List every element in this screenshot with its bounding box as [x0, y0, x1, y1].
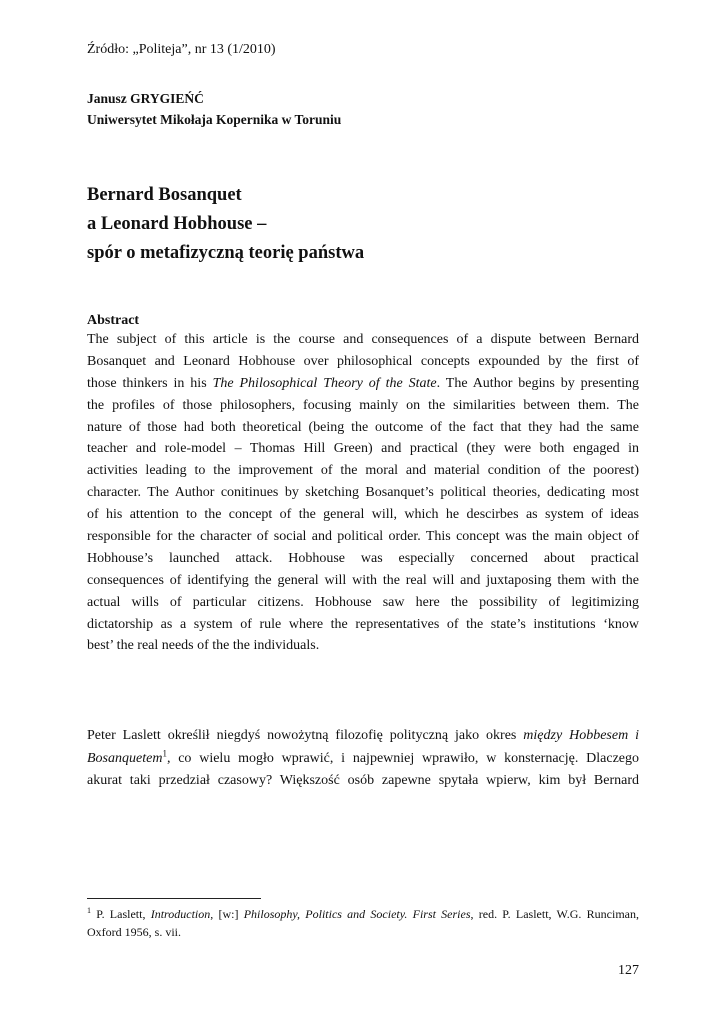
source-line: Źródło: „Politeja”, nr 13 (1/2010) [87, 42, 276, 57]
book-title: The Philosophical Theory of the State [212, 375, 437, 391]
abstract-line: actual wills of particular citizens. Hobhouse saw here the possibility of legitimizing [87, 594, 639, 610]
emphasis: Bosanquetem [87, 750, 163, 766]
abstract-line: activities leading to the improvement of the moral and material condition of the poorest) [87, 463, 639, 479]
abstract-line: responsible for the character of social and political order. This concept was the main object of [87, 529, 639, 545]
body-line: akurat taki przedział czasowy? Większość osób zapewne spytała wpierw, kim był Bernard [87, 773, 639, 788]
body-text-run: , co wielu mogło wprawić, i najpewniej wprawiło, w konsternację. Dlaczego [166, 750, 639, 766]
abstract-line: of his attention to the concept of the general will, which he descirbes as system of ideas [87, 507, 639, 523]
abstract-heading: Abstract [87, 313, 140, 328]
title-line: spór o metafizyczną teorię państwa [87, 243, 365, 263]
footnote-text-run: , [w:] [210, 907, 244, 921]
abstract-line: dictatorship as a system of rule where the representatives of the state’s institutions ‘know [87, 616, 639, 632]
abstract-line: Bosanquet and Leonard Hobhouse over philosophical concepts expounded by the first of [87, 353, 639, 369]
emphasis: między Hobbesem i [523, 728, 639, 743]
footnote-italic: Philosophy, Politics and Society. First Series [243, 907, 471, 921]
footnote-reference[interactable]: 1 [162, 747, 167, 758]
abstract-line: Hobhouse’s launched attack. Hobhouse was especially concerned about practical [87, 550, 639, 566]
abstract-line [87, 373, 639, 395]
footnote-marker: 1 [87, 906, 91, 915]
body-line [87, 748, 639, 771]
author-affiliation: Uniwersytet Mikołaja Kopernika w Toruniu [87, 112, 342, 127]
article-title [87, 181, 364, 268]
footnote-line: Oxford 1956, s. vii. [87, 925, 181, 939]
abstract-line: the profiles of those philosophers, focusing mainly on the similarities between them. The [87, 397, 639, 413]
abstract-line: character. The Author conitinues by sketching Bosanquet’s political theories, dedicating most [87, 485, 639, 501]
body-line [87, 725, 639, 748]
footnote-text-run: P. Laslett, [91, 907, 151, 921]
body-text-run: Peter Laslett określił niegdyś nowożytną filozofię polityczną jako okres [87, 728, 524, 743]
abstract-text [87, 329, 639, 657]
abstract-line: consequences of identifying the general will with the real will and juxtaposing them with the [87, 572, 639, 588]
footnote [87, 905, 639, 941]
author-name: Janusz GRYGIEŃĆ [87, 91, 204, 106]
page-number: 127 [618, 963, 639, 978]
abstract-line: nature of those had both theoretical (being the outcome of the fact that they had the same [87, 419, 639, 435]
footnote-italic: Introduction [150, 907, 211, 921]
footnote-divider [87, 898, 261, 899]
abstract-line: The subject of this article is the course and consequences of a dispute between Bernard [87, 332, 639, 347]
footnote-text-run: , red. P. Laslett, W.G. Runciman, [470, 907, 639, 921]
abstract-line: teacher and role-model – Thomas Hill Green) and practical (they were both engaged in [87, 441, 639, 457]
abstract-text-run: those thinkers in his [87, 375, 213, 391]
abstract-line: best’ the real needs of the the individuals. [87, 638, 320, 654]
author-block [87, 88, 341, 130]
footnote-line [87, 905, 639, 923]
body-paragraph [87, 725, 639, 793]
title-line: a Leonard Hobhouse – [87, 214, 267, 234]
article-page [87, 0, 639, 1024]
abstract-text-run: . The Author begins by presenting [436, 375, 639, 391]
title-line: Bernard Bosanquet [87, 185, 242, 205]
